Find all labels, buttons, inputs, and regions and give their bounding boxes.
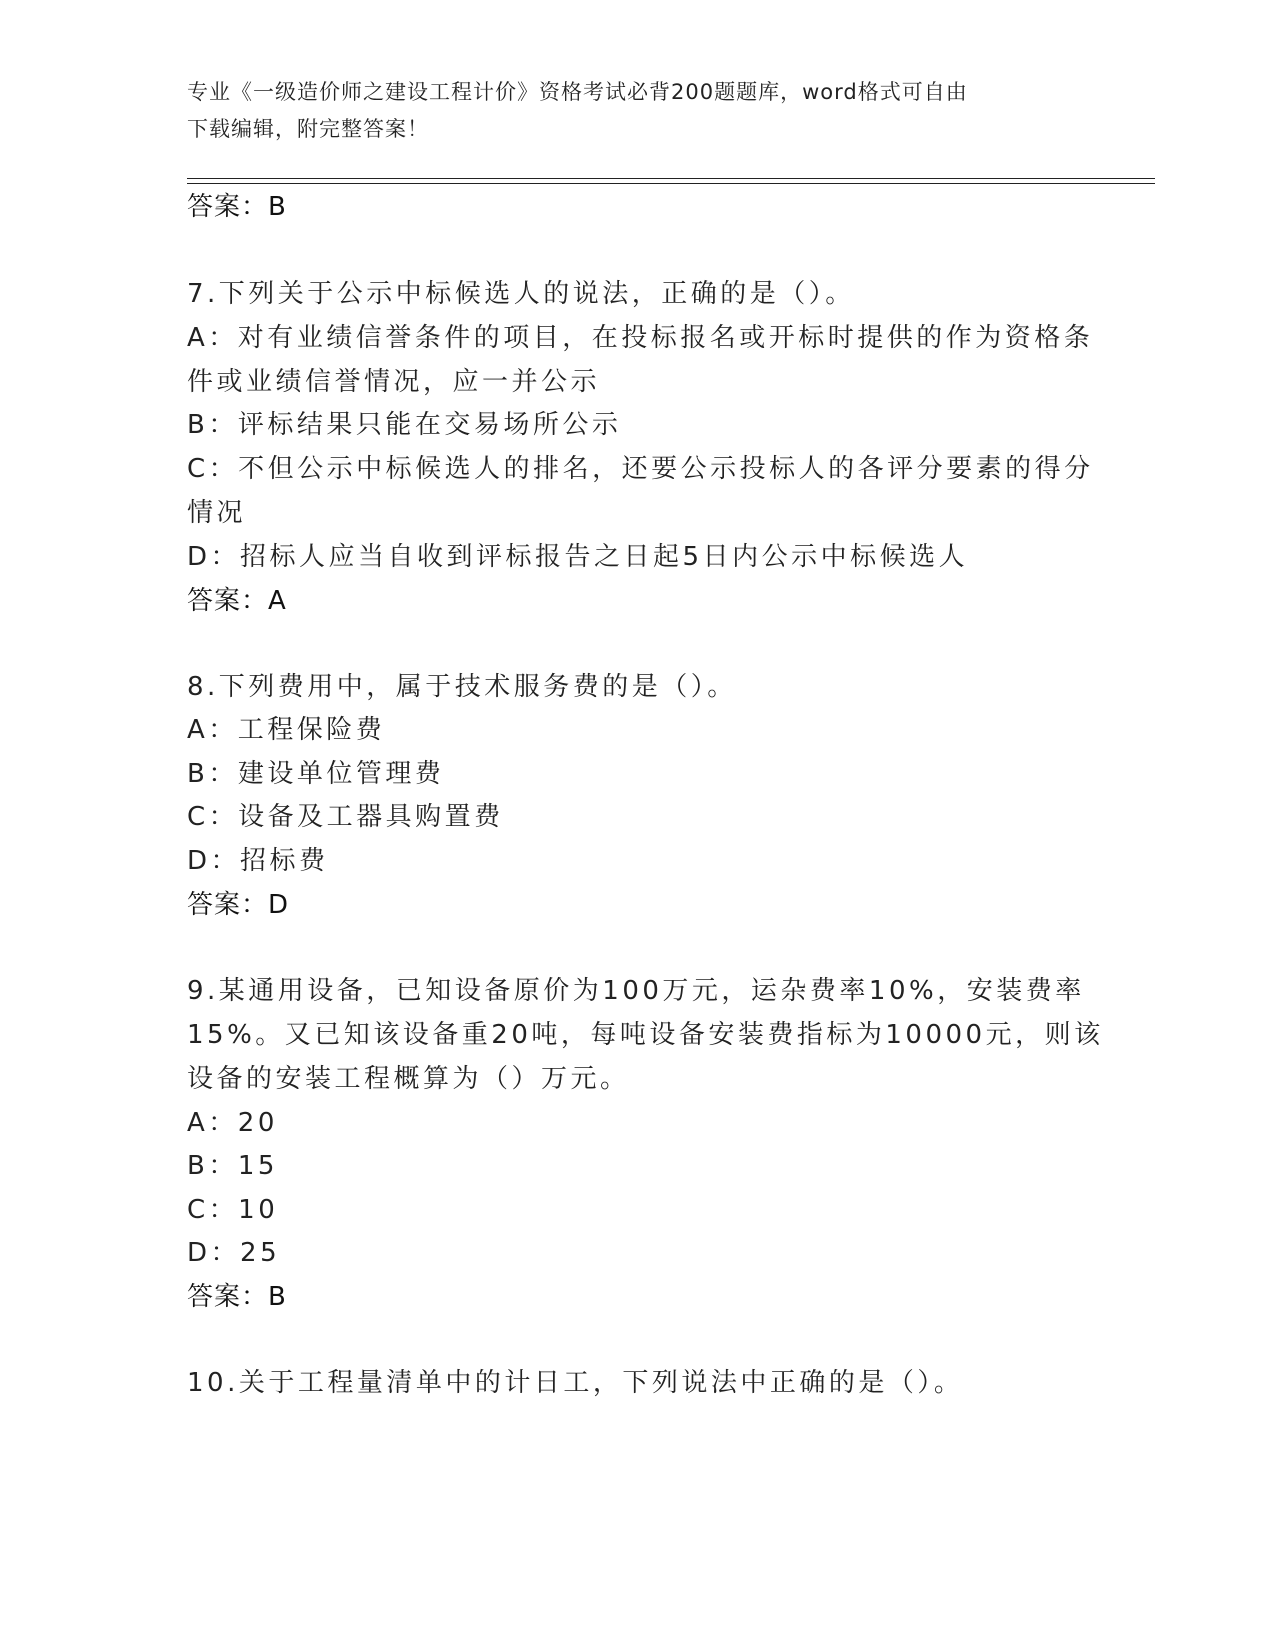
question-8-answer: 答案：D — [187, 890, 290, 920]
question-10-text: 10.关于工程量清单中的计日工，下列说法中正确的是（）。 — [187, 1368, 964, 1398]
header-line-2: 下载编辑，附完整答案！ — [187, 117, 429, 141]
document-header — [187, 74, 1087, 148]
question-8-option-d: D：招标费 — [187, 846, 329, 876]
question-7-option-d: D：招标人应当自收到评标报告之日起5日内公示中标候选人 — [187, 542, 969, 572]
question-9-option-c: C：10 — [187, 1195, 279, 1225]
question-8-text: 8.下列费用中，属于技术服务费的是（）。 — [187, 672, 737, 702]
question-9-option-b: B：15 — [187, 1151, 278, 1181]
question-9-text-line-1: 9.某通用设备，已知设备原价为100万元，运杂费率10%，安装费率 — [187, 976, 1085, 1006]
question-7-option-c-line-2: 情况 — [187, 498, 247, 528]
question-9-text-line-3: 设备的安装工程概算为（）万元。 — [187, 1064, 630, 1094]
question-7-option-a-line-2: 件或业绩信誉情况，应一并公示 — [187, 367, 601, 397]
question-8-option-b: B：建设单位管理费 — [187, 759, 445, 789]
question-7-option-c-line-1: C：不但公示中标候选人的排名，还要公示投标人的各评分要素的得分 — [187, 454, 1094, 484]
answer-previous: 答案：B — [187, 192, 287, 222]
question-8-option-c: C：设备及工器具购置费 — [187, 802, 504, 832]
question-7-option-a-line-1: A：对有业绩信誉条件的项目，在投标报名或开标时提供的作为资格条 — [187, 323, 1094, 353]
question-7-text: 7.下列关于公示中标候选人的说法，正确的是（）。 — [187, 279, 855, 309]
question-7-option-b: B：评标结果只能在交易场所公示 — [187, 410, 622, 440]
header-divider-bottom — [187, 183, 1155, 184]
question-8-option-a: A：工程保险费 — [187, 715, 386, 745]
header-divider-top — [187, 178, 1155, 179]
question-9-option-a: A：20 — [187, 1108, 278, 1138]
question-9-answer: 答案：B — [187, 1282, 287, 1312]
question-9-text-line-2: 15%。又已知该设备重20吨，每吨设备安装费指标为10000元，则该 — [187, 1020, 1104, 1050]
question-7-answer: 答案：A — [187, 586, 287, 616]
header-line-1: 专业《一级造价师之建设工程计价》资格考试必背200题题库，word格式可自由 — [187, 80, 968, 104]
question-9-option-d: D：25 — [187, 1238, 281, 1268]
